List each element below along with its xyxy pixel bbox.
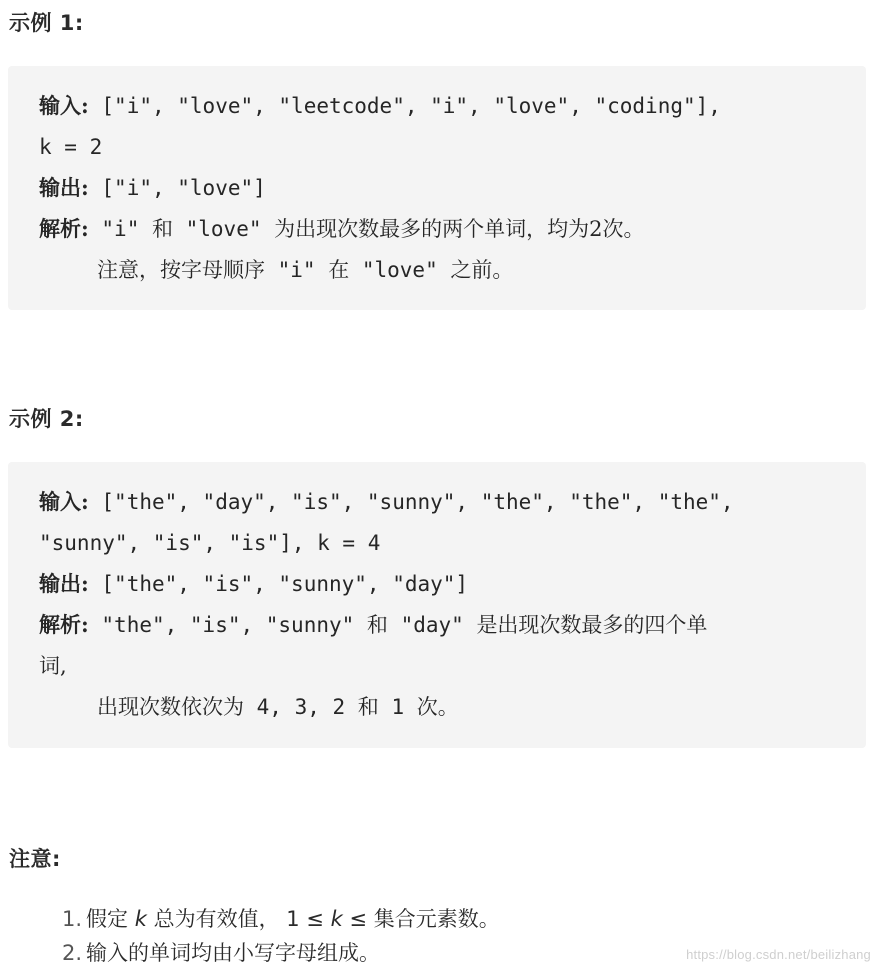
example-2-output-line bbox=[39, 569, 468, 599]
note-1-k2: k bbox=[330, 907, 343, 931]
list-item-number: 1. bbox=[62, 907, 83, 931]
example-2-input-value: ["the", "day", "is", "sunny", "the", "the", "the", bbox=[88, 490, 734, 514]
example-1-explain-line bbox=[39, 214, 645, 244]
list-item-number: 2. bbox=[62, 941, 83, 965]
notes-heading: 注意: bbox=[9, 847, 61, 871]
note-1-text-c: 1 ≤ bbox=[279, 907, 331, 931]
example-2-explain-continuation bbox=[39, 651, 67, 681]
example-1-input-label: 输入: bbox=[39, 93, 89, 118]
example-1-note-q2: "love" bbox=[349, 258, 451, 282]
example-1-note-t2: 在 bbox=[328, 258, 350, 282]
example-2-input-label: 输入: bbox=[39, 489, 89, 514]
example-1-output-line bbox=[39, 173, 266, 203]
example-1-input-value-cont: k = 2 bbox=[39, 135, 103, 159]
note-1-text-a: 假定 bbox=[86, 907, 129, 931]
example-2-note-line bbox=[39, 692, 459, 722]
example-2-explain-cont: 词, bbox=[39, 654, 67, 678]
watermark: https://blog.csdn.net/beilizhang bbox=[686, 947, 871, 962]
example-1-note-q1: "i" bbox=[265, 258, 329, 282]
example-1-explain-t2: 为出现次数最多的两个单词，均为2次。 bbox=[274, 217, 645, 241]
example-1-explain-label: 解析: bbox=[39, 216, 89, 241]
example-2-explain-line bbox=[39, 610, 707, 640]
list-item bbox=[62, 936, 500, 970]
example-2-input-continuation bbox=[39, 528, 380, 558]
example-2-input-value-cont: "sunny", "is", "is"], k = 4 bbox=[39, 531, 381, 555]
example-2-explain-q2: "day" bbox=[387, 613, 477, 637]
example-1-input-continuation bbox=[39, 132, 102, 162]
example-1-note-line bbox=[39, 255, 513, 285]
example-2-note-t2: 和 bbox=[357, 695, 379, 719]
example-1-heading: 示例 1: bbox=[9, 11, 84, 35]
example-2-output-value: ["the", "is", "sunny", "day"] bbox=[88, 572, 469, 596]
note-1-text-d: ≤ 集合元素数。 bbox=[342, 907, 500, 931]
example-2-input-line bbox=[39, 487, 734, 517]
example-1-output-value: ["i", "love"] bbox=[88, 176, 266, 200]
example-1-note-t1: 注意，按字母顺序 bbox=[97, 258, 265, 282]
example-1-note-t3: 之前。 bbox=[450, 258, 514, 282]
example-1-explain-q1: "i" bbox=[88, 217, 152, 241]
note-2-text: 输入的单词均由小写字母组成。 bbox=[86, 941, 381, 965]
example-2-explain-t1: 和 bbox=[366, 613, 388, 637]
notes-list bbox=[62, 902, 500, 970]
example-2-output-label: 输出: bbox=[39, 571, 89, 596]
note-1-k1: k bbox=[134, 907, 147, 931]
example-2-note-q2: 1 bbox=[378, 695, 417, 719]
example-1-output-label: 输出: bbox=[39, 175, 89, 200]
note-1-text-b: 总为有效值， bbox=[153, 907, 280, 931]
example-1-explain-t1: 和 bbox=[151, 217, 173, 241]
list-item bbox=[62, 902, 500, 936]
example-2-explain-q1: "the", "is", "sunny" bbox=[88, 613, 367, 637]
example-1-explain-q2: "love" bbox=[172, 217, 275, 241]
example-2-explain-t2: 是出现次数最多的四个单 bbox=[476, 613, 708, 637]
example-2-note-t1: 出现次数依次为 bbox=[97, 695, 244, 719]
example-2-code-block bbox=[8, 462, 866, 748]
example-1-input-line bbox=[39, 91, 721, 121]
example-1-input-value: ["i", "love", "leetcode", "i", "love", "coding"], bbox=[88, 94, 721, 118]
example-1-code-block bbox=[8, 66, 866, 310]
example-2-explain-label: 解析: bbox=[39, 612, 89, 637]
example-2-note-t3: 次。 bbox=[416, 695, 459, 719]
example-2-note-q1: 4, 3, 2 bbox=[244, 695, 358, 719]
example-2-heading: 示例 2: bbox=[9, 407, 84, 431]
